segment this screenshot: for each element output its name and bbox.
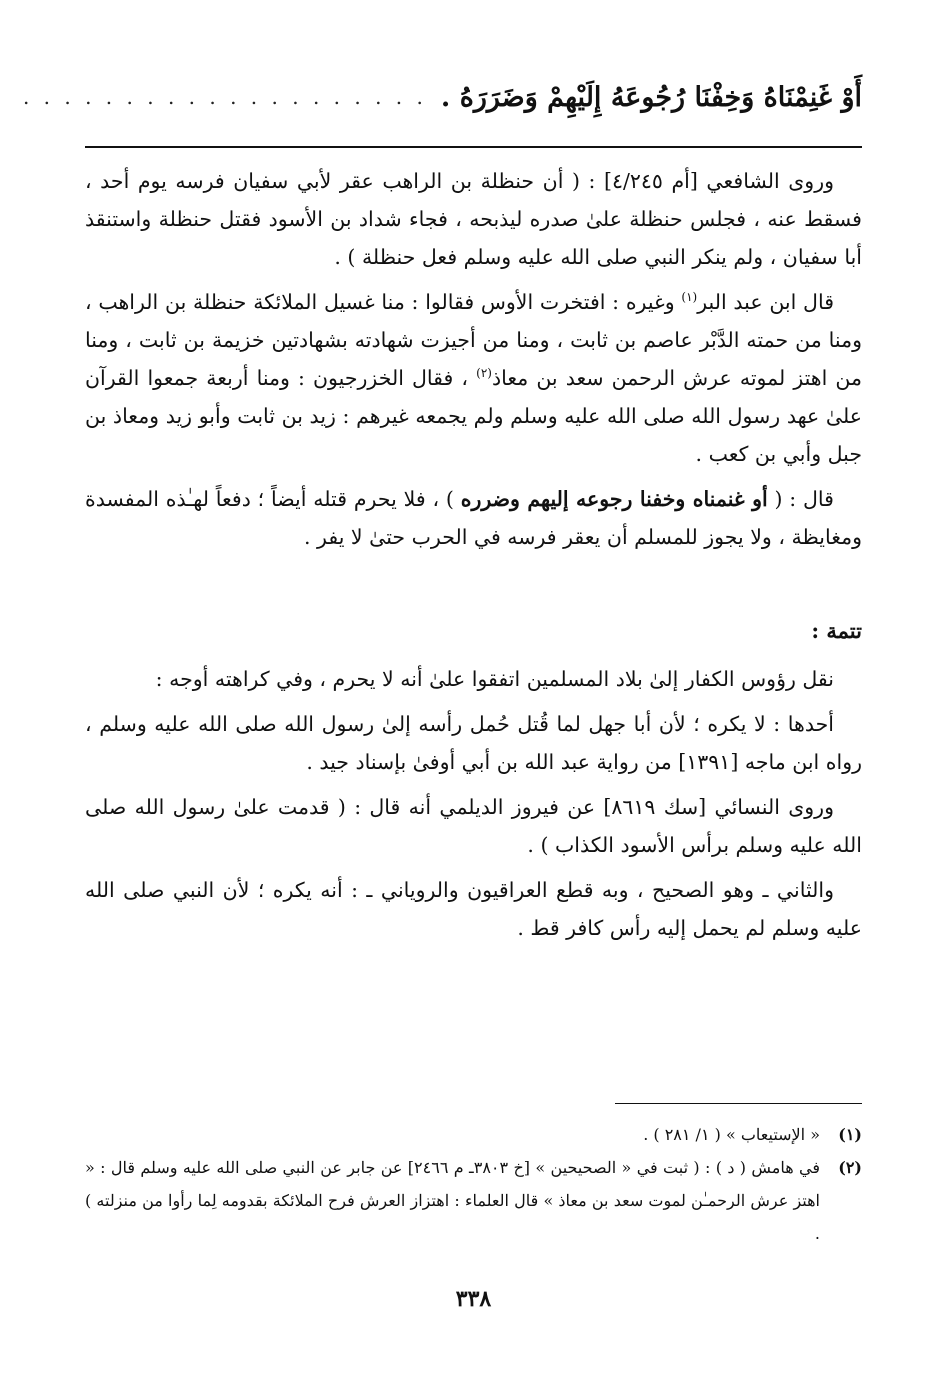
footnotes xyxy=(85,1118,862,1250)
header-rule xyxy=(85,146,862,148)
footnote-number: (٢) xyxy=(838,1158,862,1177)
paragraph-text: قال ابن عبد البر xyxy=(697,290,834,314)
paragraph-second-opinion: والثاني ـ وهو الصحيح ، وبه قطع العراقيون والروياني ـ : أنه يكره ؛ لأن النبي صلى الله عليه وسلم لم يحمل إليه رأس كافر قط . xyxy=(85,878,862,940)
paragraph-text: ) ، فلا يحرم قتله أيضاً ؛ دفعاً لهـٰذه المفسدة ومغايظة ، ولا يجوز للمسلم أن يعقر فرسه في الحرب حتىٰ لا يفر . xyxy=(85,487,862,549)
footnote-2 xyxy=(85,1151,862,1250)
paragraph-ibn-abd-al-barr xyxy=(85,283,862,473)
paragraph-nasai: وروى النسائي [سك ٨٦١٩] عن فيروز الديلمي أنه قال : ( قدمت علىٰ رسول الله صلى الله عليه وسلم برأس الأسود الكذاب ) . xyxy=(85,795,862,857)
section-heading: تتمة : xyxy=(811,618,862,643)
footnote-1 xyxy=(85,1118,862,1151)
header-quranic-verse: أَوْ غَنِمْنَاهُ وَخِفْنَا رُجُوعَهُ إِلَيْهِمْ وَضَرَرَهُ . xyxy=(440,81,862,113)
paragraph-text: ، فقال الخزرجيون : ومنا أربعة جمعوا القرآن علىٰ عهد رسول الله صلى الله عليه وسلم ولم يجمعه غيرهم : زيد بن ثابت وأبو زيد ومعاذ بن جبل وأبي بن كعب . xyxy=(85,366,862,466)
paragraph-text: وغيره : افتخرت الأوس فقالوا : منا غسيل الملائكة حنظلة بن الراهب ، ومنا من حمته الدَّبْر عاصم بن ثابت ، ومنا من أجيزت شهادته بشهادتين خزيمة بن ثابت ، ومنا من اهتز لموته عرش الرحمن سعد بن معاذ xyxy=(85,290,863,390)
main-text xyxy=(85,162,862,954)
footnote-ref-2[interactable]: (٢) xyxy=(476,366,492,381)
paragraph-text: قال : ( xyxy=(767,487,834,511)
footnote-ref-1[interactable]: (١) xyxy=(681,290,698,305)
header-leader-dots: . . . . . . . . . . . . . . . . . . . . xyxy=(22,85,427,109)
page-header xyxy=(22,72,862,122)
footnote-text: في هامش ( د ) : ( ثبت في « الصحيحين » [خ ٣٨٠٣ـ م ٢٤٦٦] عن جابر عن النبي صلى الله عليه وسلم قال : « اهتز عرش الرحمـٰن لموت سعد بن معاذ » قال العلماء : اهتزاز العرش فرح الملائكة بقدومه لِما رأوا من منزلته ) . xyxy=(85,1158,821,1243)
page-number: ٣٣٨ xyxy=(455,1286,492,1312)
paragraph-first-opinion: أحدها : لا يكره ؛ لأن أبا جهل لما قُتل حُمل رأسه إلىٰ رسول الله صلى الله عليه وسلم ، رواه ابن ماجه [١٣٩١] من رواية عبد الله بن أبي أوفىٰ بإسناد جيد . xyxy=(85,712,862,774)
paragraph-shafii: وروى الشافعي [أم ٤/٢٤٥] : ( أن حنظلة بن الراهب عقر لأبي سفيان فرسه يوم أحد ، فسقط عنه ، فجلس حنظلة علىٰ صدره ليذبحه ، فجاء شداد بن الأسود فقتل حنظلة واستنقذ أبا سفيان ، ولم ينكر النبي صلى الله عليه وسلم فعل حنظلة ) . xyxy=(85,169,862,269)
footnote-separator xyxy=(615,1103,862,1104)
paragraph-matn-quote xyxy=(85,480,862,556)
paragraph-transfer-heads: نقل رؤوس الكفار إلىٰ بلاد المسلمين اتفقوا علىٰ أنه لا يحرم ، وفي كراهته أوجه : xyxy=(155,667,834,691)
footnote-number: (١) xyxy=(838,1125,862,1144)
footnote-text: « الإستيعاب » ( ١/ ٢٨١ ) . xyxy=(643,1125,820,1144)
matn-bold-text: أو غنمناه وخفنا رجوعه إليهم وضرره xyxy=(460,487,768,511)
